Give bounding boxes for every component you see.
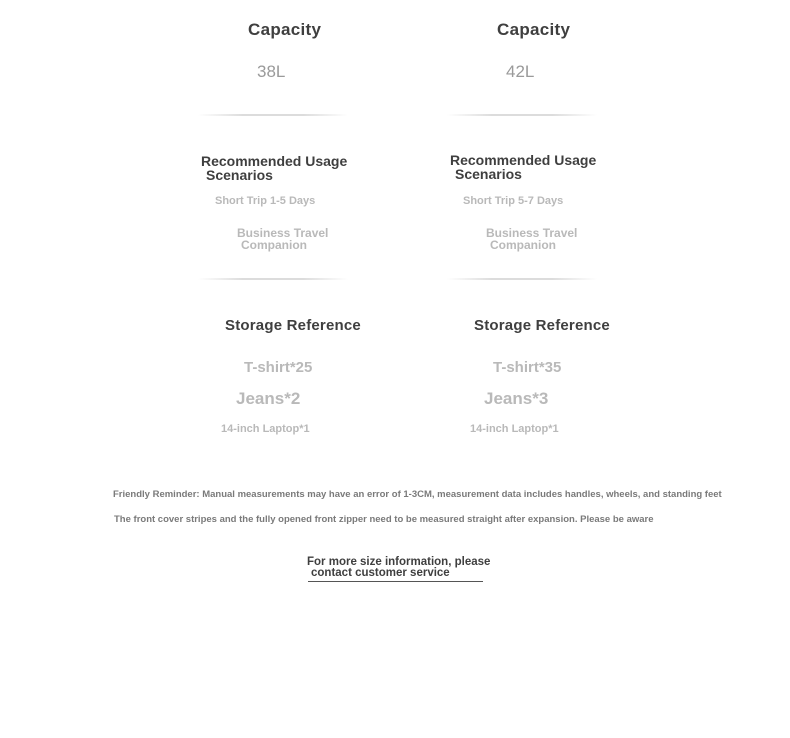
contact-customer-service-link[interactable] xyxy=(307,557,490,579)
usage-business-2-line1: Business Travel xyxy=(486,226,578,240)
usage-business-2-line2: Companion xyxy=(490,238,556,252)
divider-1b xyxy=(198,278,348,280)
usage-trip-1: Short Trip 1-5 Days xyxy=(215,195,316,207)
usage-business-1-line1: Business Travel xyxy=(237,226,329,240)
more-info-line1: For more size information, please xyxy=(307,556,491,568)
storage-tshirt-2: T-shirt*35 xyxy=(493,359,562,376)
divider-1a xyxy=(198,114,348,116)
storage-title-1: Storage Reference xyxy=(225,317,361,334)
usage-title-2-line1: Recommended Usage xyxy=(450,152,597,168)
divider-2a xyxy=(447,114,597,116)
capacity-value-2: 42L xyxy=(506,62,535,81)
capacity-label-1: Capacity xyxy=(248,20,322,39)
usage-title-2 xyxy=(450,153,596,181)
usage-business-1-line2: Companion xyxy=(241,238,307,252)
usage-business-2 xyxy=(486,227,577,251)
capacity-value-1: 38L xyxy=(257,62,286,81)
storage-jeans-2: Jeans*3 xyxy=(484,389,549,408)
capacity-label-2: Capacity xyxy=(497,20,571,39)
storage-tshirt-1: T-shirt*25 xyxy=(244,359,313,376)
reminder-line-1: Friendly Reminder: Manual measurements may have an error of 1-3CM, measurement data includes handles, wheels, and standing feet xyxy=(113,489,722,500)
usage-business-1 xyxy=(237,227,328,251)
storage-laptop-1: 14-inch Laptop*1 xyxy=(221,423,310,435)
more-info-line2: contact customer service xyxy=(311,567,450,579)
usage-trip-2: Short Trip 5-7 Days xyxy=(463,195,564,207)
storage-jeans-1: Jeans*2 xyxy=(236,389,301,408)
usage-title-2-line2: Scenarios xyxy=(455,166,522,182)
storage-title-2: Storage Reference xyxy=(474,317,610,334)
usage-title-1 xyxy=(201,154,347,182)
divider-2b xyxy=(447,278,597,280)
usage-title-1-line1: Recommended Usage xyxy=(201,153,348,169)
link-underline xyxy=(308,581,483,582)
storage-laptop-2: 14-inch Laptop*1 xyxy=(470,423,559,435)
usage-title-1-line2: Scenarios xyxy=(206,167,273,183)
reminder-line-2: The front cover stripes and the fully opened front zipper need to be measured straight after expansion. Please be aware xyxy=(114,514,654,525)
